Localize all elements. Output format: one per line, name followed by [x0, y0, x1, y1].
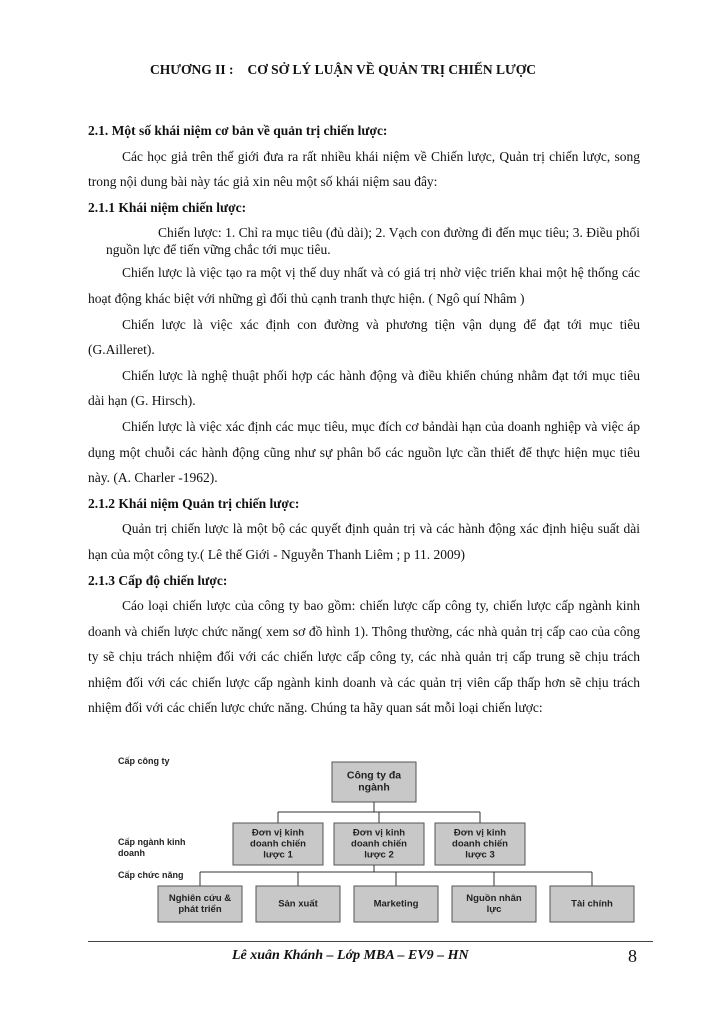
strategy-definition: Chiến lược: 1. Chỉ ra mục tiêu (đủ dài); 2. Vạch con đường đi đến mục tiêu; 3. Điều phối nguồn lực để tiến vững chắc tới mục tiêu. — [106, 225, 640, 258]
chapter-number: CHƯƠNG II : — [150, 62, 234, 77]
node-function-1-label-0: Nghiên cứu & — [168, 892, 232, 904]
node-business-unit-3-label-0: Đơn vị kinh — [453, 827, 507, 839]
node-top-label-0: Công ty đa — [346, 769, 402, 782]
level-label-functional: Cấp chức năng — [118, 870, 184, 880]
body-content — [88, 118, 640, 721]
node-function-4-label-0: Nguồn nhân — [466, 892, 522, 904]
paragraph-levels-1: Cáo loại chiến lược của công ty bao gồm: chiến lược cấp công ty, chiến lược cấp ngành kinh doanh và chiến lược chức năng( xem sơ đồ hình 1). Thông thường, các nhà quản trị cấp cao của công ty sẽ chịu trách nhiệm đối với các chiến lược cấp công ty, các nhà quản trị cấp trung sẽ chịu trách nhiệm đối với các chiến lược cấp ngành kinh doanh và các quản trị viên cấp thấp hơn sẽ chịu trách nhiệm đối với các chiến lược chức năng. Chúng ta hãy quan sát mỗi loại chiến lược: — [88, 598, 640, 716]
page-number: 8 — [628, 946, 637, 966]
paragraph-strategy-4: Chiến lược là việc xác định các mục tiêu, mục đích cơ bảndài hạn của doanh nghiệp và việc áp dụng một chuỗi các hành động cũng như sự phân bổ các nguồn lực cần thiết để thực hiện mục tiêu này. (A. Charler -1962). — [88, 418, 640, 486]
node-business-unit-3-label-2: lược 3 — [465, 849, 495, 861]
node-function-2-label-0: Sản xuất — [278, 898, 318, 910]
level-label-business-1: Cấp ngành kinh — [118, 837, 186, 847]
paragraph-management-1: Quản trị chiến lược là một bộ các quyết định quản trị và các hành động xác định hiệu suất dài hạn của một công ty.( Lê thế Giới - Nguyễn Thanh Liêm ; p 11. 2009) — [88, 521, 640, 562]
node-business-unit-1-label-1: doanh chiến — [250, 838, 306, 850]
level-label-corporate: Cấp công ty — [118, 756, 170, 766]
paragraph-strategy-1: Chiến lược là việc tạo ra một vị thế duy nhất và có giá trị nhờ việc triển khai một hệ thống các hoạt động khác biệt với những gì đối thủ cạnh tranh thực hiện. ( Ngô quí Nhâm ) — [88, 265, 640, 306]
node-business-unit-2-label-2: lược 2 — [364, 849, 394, 861]
node-business-unit-1-label-2: lược 1 — [263, 849, 293, 861]
node-function-3-label-0: Marketing — [373, 898, 419, 910]
footer-divider — [88, 941, 653, 942]
org-chart-svg — [108, 750, 653, 940]
node-business-unit-2-label-0: Đơn vị kinh — [352, 827, 406, 839]
heading-2-1: 2.1. Một số khái niệm cơ bản về quản trị chiến lược: — [88, 123, 388, 138]
chapter-title — [150, 62, 536, 78]
level-label-business-2: doanh — [118, 848, 145, 858]
node-business-unit-3-label-1: doanh chiến — [452, 838, 508, 850]
heading-2-1-3: 2.1.3 Cấp độ chiến lược: — [88, 572, 228, 588]
paragraph-strategy-3: Chiến lược là nghệ thuật phối hợp các hành động và điều khiển chúng nhằm đạt tới mục tiêu dài hạn (G. Hirsch). — [88, 367, 640, 409]
node-function-1-label-1: phát triển — [178, 903, 222, 915]
paragraph-2-1-intro: Các học giả trên thế giới đưa ra rất nhiều khái niệm về Chiến lược, Quản trị chiến lược, song trong nội dung bài này tác giả xin nêu một số khái niệm sau đây: — [88, 148, 640, 190]
footer-author: Lê xuân Khánh – Lớp MBA – EV9 – HN — [232, 948, 469, 963]
node-function-5-label-0: Tài chính — [571, 898, 613, 910]
node-business-unit-2-label-1: doanh chiến — [351, 838, 407, 850]
node-function-4-label-1: lực — [486, 903, 502, 915]
chapter-name: CƠ SỞ LÝ LUẬN VỀ QUẢN TRỊ CHIẾN LƯỢC — [247, 62, 537, 77]
strategy-levels-diagram — [108, 750, 653, 940]
heading-2-1-1: 2.1.1 Khái niệm chiến lược: — [88, 199, 247, 215]
node-top-label-1: ngành — [358, 781, 390, 794]
node-business-unit-1-label-0: Đơn vị kinh — [251, 827, 305, 839]
paragraph-strategy-2: Chiến lược là việc xác định con đường và phương tiện vận dụng để đạt tới mục tiêu (G.Ailleret). — [88, 316, 640, 358]
heading-2-1-2: 2.1.2 Khái niệm Quản trị chiến lược: — [88, 495, 300, 511]
